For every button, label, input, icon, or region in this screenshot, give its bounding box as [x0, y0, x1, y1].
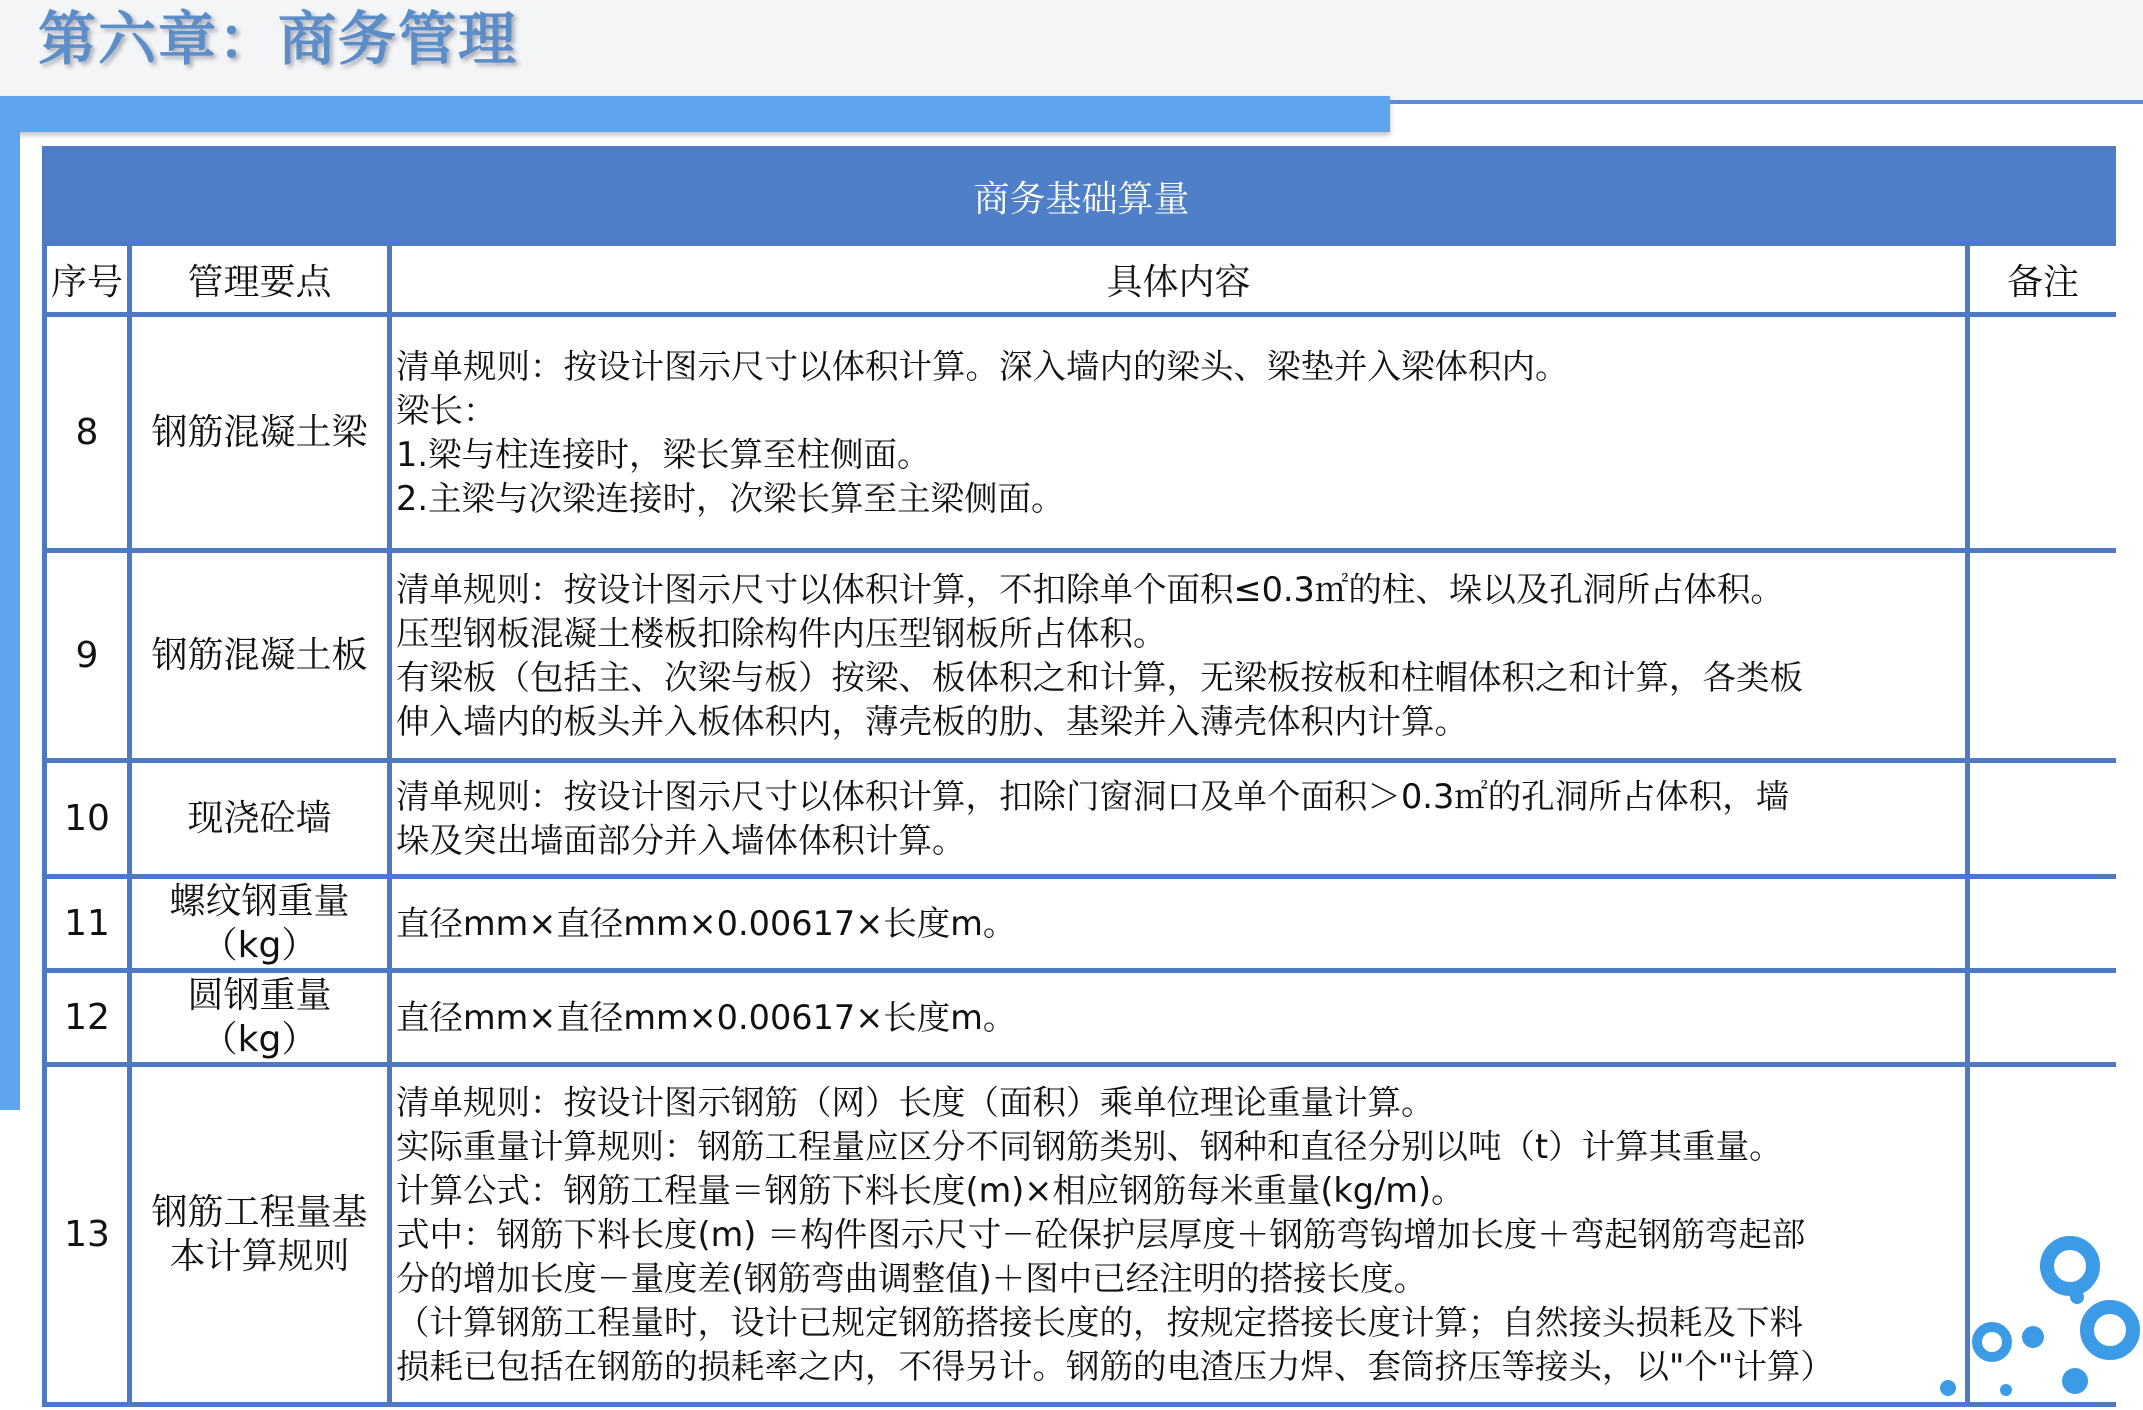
row-content — [390, 315, 1968, 551]
row-no: 11 — [45, 877, 130, 971]
table-row — [45, 877, 2117, 971]
content-line: 实际重量计算规则：钢筋工程量应区分不同钢筋类别、钢种和直径分别以吨（t）计算其重量。 — [396, 1126, 1783, 1166]
row-remark — [1968, 877, 2117, 971]
item-line: 圆钢重量 — [187, 974, 332, 1016]
row-content — [390, 551, 1968, 761]
row-no: 13 — [45, 1065, 130, 1405]
decor-bubble — [1940, 1380, 1956, 1396]
header-remark: 备注 — [1968, 244, 2117, 315]
header-content: 具体内容 — [390, 244, 1968, 315]
content-line: 清单规则：按设计图示钢筋（网）长度（面积）乘单位理论重量计算。 — [396, 1082, 1435, 1122]
content-line: 式中：钢筋下料长度(m) ＝构件图示尺寸－砼保护层厚度＋钢筋弯钩增加长度＋弯起钢筋弯起部 — [396, 1214, 1806, 1254]
content-line: 清单规则：按设计图示尺寸以体积计算，不扣除单个面积≤0.3㎡的柱、垛以及孔洞所占体积。 — [396, 569, 1784, 609]
content-line: 压型钢板混凝土楼板扣除构件内压型钢板所占体积。 — [396, 613, 1167, 653]
decor-bubble — [2040, 1236, 2100, 1296]
table-caption: 商务基础算量 — [45, 149, 2117, 244]
table-row — [45, 971, 2117, 1065]
decor-bubble — [1972, 1322, 2012, 1362]
content-line: 直径mm×直径mm×0.00617×长度m。 — [396, 903, 1017, 943]
table-header-row — [45, 244, 2117, 315]
quantity-table — [42, 146, 2116, 1407]
title-accent-bar — [0, 96, 1390, 132]
table-row — [45, 315, 2117, 551]
decor-bubble — [2070, 1290, 2084, 1304]
row-item: 钢筋混凝土板 — [130, 551, 390, 761]
decor-bubble — [2000, 1384, 2012, 1396]
decor-bubble — [2080, 1300, 2140, 1360]
page-title: 第六章：商务管理 — [38, 5, 519, 73]
header-item: 管理要点 — [130, 244, 390, 315]
table-row — [45, 551, 2117, 761]
content-line: 梁长： — [396, 390, 497, 430]
row-no: 10 — [45, 761, 130, 877]
row-remark — [1968, 551, 2117, 761]
row-no: 8 — [45, 315, 130, 551]
item-line: 钢筋工程量基 — [151, 1191, 368, 1233]
content-line: 直径mm×直径mm×0.00617×长度m。 — [396, 997, 1017, 1037]
row-item — [130, 877, 390, 971]
table-row — [45, 1065, 2117, 1405]
item-line: （kg） — [201, 1018, 318, 1060]
row-item: 钢筋混凝土梁 — [130, 315, 390, 551]
content-line: 伸入墙内的板头并入板体积内，薄壳板的肋、基梁并入薄壳体积内计算。 — [396, 701, 1468, 741]
table-caption-row — [45, 149, 2117, 244]
content-line: 有梁板（包括主、次梁与板）按梁、板体积之和计算，无梁板按板和柱帽体积之和计算，各类板 — [396, 657, 1803, 697]
content-line: 垛及突出墙面部分并入墙体体积计算。 — [396, 820, 966, 860]
content-line: 2.主梁与次梁连接时，次梁长算至主梁侧面。 — [396, 478, 1065, 518]
item-line: 螺纹钢重量 — [169, 880, 350, 922]
row-content — [390, 971, 1968, 1065]
content-line: （计算钢筋工程量时，设计已规定钢筋搭接长度的，按规定搭接长度计算；自然接头损耗及下料 — [396, 1302, 1803, 1342]
content-line: 清单规则：按设计图示尺寸以体积计算，扣除门窗洞口及单个面积＞0.3㎡的孔洞所占体积，墙 — [396, 776, 1790, 816]
header-no: 序号 — [45, 244, 130, 315]
item-line: （kg） — [201, 924, 318, 966]
row-remark — [1968, 761, 2117, 877]
row-content — [390, 877, 1968, 971]
content-line: 计算公式：钢筋工程量＝钢筋下料长度(m)×相应钢筋每米重量(kg/m)。 — [396, 1170, 1465, 1210]
row-content — [390, 761, 1968, 877]
content-line: 清单规则：按设计图示尺寸以体积计算。深入墙内的梁头、梁垫并入梁体积内。 — [396, 346, 1569, 386]
row-no: 9 — [45, 551, 130, 761]
table-container — [42, 146, 2116, 1410]
row-remark — [1968, 971, 2117, 1065]
left-accent-stripe — [0, 130, 20, 1110]
row-item — [130, 1065, 390, 1405]
item-line: 本计算规则 — [169, 1235, 350, 1277]
content-line: 1.梁与柱连接时，梁长算至柱侧面。 — [396, 434, 931, 474]
row-no: 12 — [45, 971, 130, 1065]
row-item: 现浇砼墙 — [130, 761, 390, 877]
content-line: 分的增加长度－量度差(钢筋弯曲调整值)＋图中已经注明的搭接长度。 — [396, 1258, 1428, 1298]
title-accent-line — [1390, 100, 2143, 104]
row-item — [130, 971, 390, 1065]
decor-bubble — [2022, 1326, 2044, 1348]
row-content — [390, 1065, 1968, 1405]
table-row — [45, 761, 2117, 877]
row-remark — [1968, 315, 2117, 551]
decor-bubble — [2062, 1368, 2088, 1394]
content-line: 损耗已包括在钢筋的损耗率之内，不得另计。钢筋的电渣压力焊、套筒挤压等接头，以"个"计算） — [396, 1346, 1834, 1386]
